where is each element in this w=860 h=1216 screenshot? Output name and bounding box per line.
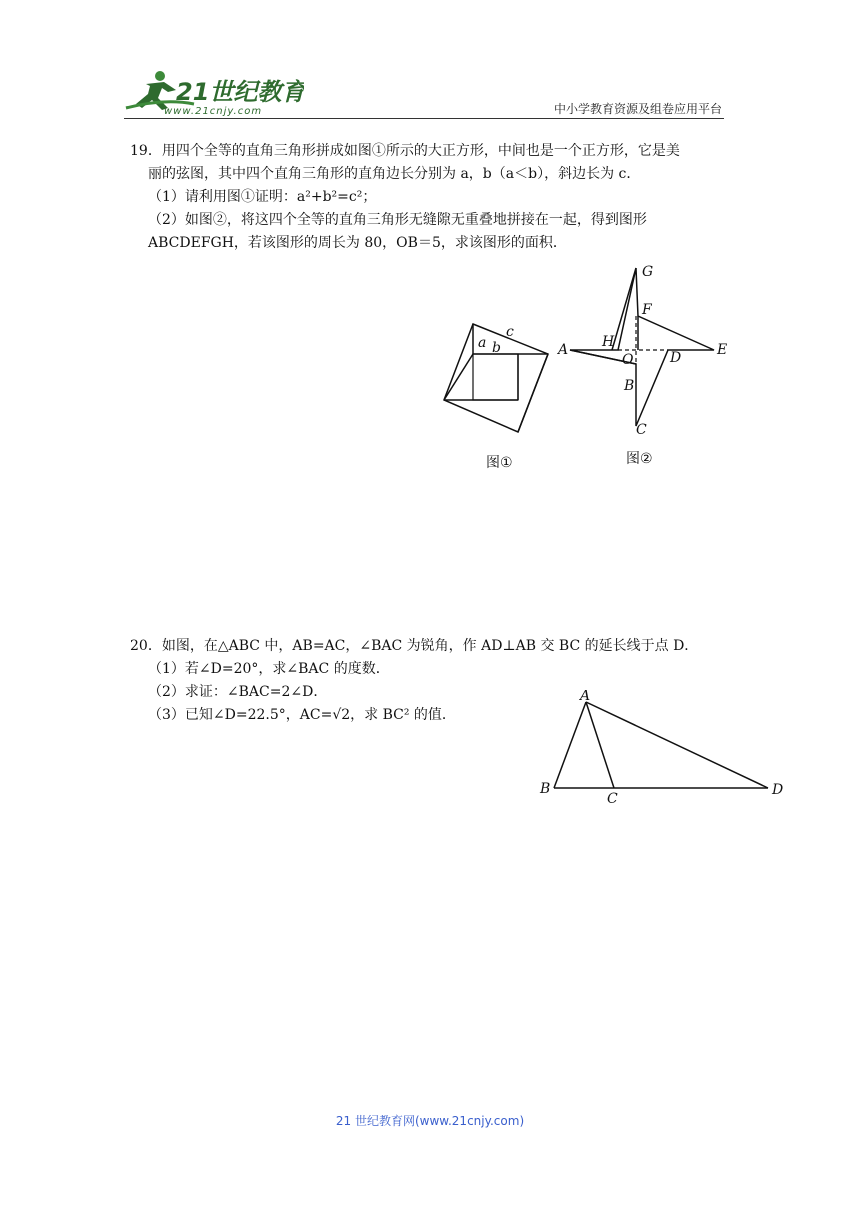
q20-fig-label-d: D: [772, 782, 784, 798]
fig1-label-a: a: [478, 335, 487, 351]
figure-1-diagram: [440, 320, 552, 436]
q19-part1: （1）请利用图①证明：a²+b²=c²；: [148, 189, 377, 205]
q19-part2-line1: （2）如图②，将这四个全等的直角三角形无缝隙无重叠地拼接在一起，得到图形: [148, 212, 647, 228]
q20-number: 20．: [130, 638, 162, 654]
fig2-label-b: B: [624, 378, 635, 394]
question-19: [130, 140, 730, 250]
logo-subtext: www.21cnjy.com: [164, 106, 263, 117]
q19-line1: 用四个全等的直角三角形拼成如图①所示的大正方形，中间也是一个正方形，它是美: [161, 143, 680, 159]
logo: [124, 68, 304, 120]
q19-line2: 丽的弦图，其中四个直角三角形的直角边长分别为 a，b（a＜b），斜边长为 c．: [148, 166, 641, 182]
q20-fig-label-c: C: [607, 791, 618, 807]
fig2-label-d: D: [670, 350, 682, 366]
fig2-label-h: H: [602, 334, 615, 350]
fig2-label-g: G: [642, 264, 654, 280]
logo-text: 21世纪教育: [176, 78, 304, 106]
header-platform-text: 中小学教育资源及组卷应用平台: [553, 102, 722, 116]
footer-text: 21 世纪教育网(www.21cnjy.com): [335, 1114, 525, 1128]
q20-line1: 如图，在△ABC 中，AB=AC，∠BAC 为锐角，作 AD⊥AB 交 BC 的延长线于点 D．: [161, 638, 699, 654]
q20-part2: （2）求证：∠BAC=2∠D．: [148, 684, 328, 700]
fig2-label-f: F: [642, 302, 652, 318]
fig2-label-c: C: [636, 422, 647, 438]
figure-q20-diagram: [536, 690, 792, 808]
figure-q20: [536, 690, 792, 808]
fig1-label-c: c: [506, 324, 514, 340]
q20-part3: （3）已知∠D=22.5°，AC=√2，求 BC² 的值．: [148, 707, 456, 723]
fig2-label-o: O: [622, 352, 634, 368]
fig1-label-b: b: [492, 340, 501, 356]
fig2-label-e: E: [717, 342, 728, 358]
figure-2: [554, 262, 734, 438]
q20-fig-label-b: B: [540, 781, 551, 797]
q20-fig-label-a: A: [580, 690, 591, 704]
figure-1-caption: 图①: [486, 455, 513, 471]
q20-part1: （1）若∠D=20°，求∠BAC 的度数．: [148, 661, 390, 677]
figure-2-diagram: [554, 262, 734, 438]
q19-part2-line2: ABCDEFGH，若该图形的周长为 80，OB＝5，求该图形的面积．: [148, 235, 567, 251]
logo-graphic: [124, 68, 304, 120]
figure-2-caption: 图②: [626, 451, 653, 467]
figure-1: [440, 320, 552, 436]
fig2-label-a: A: [558, 342, 569, 358]
header-divider: [124, 118, 724, 119]
q19-number: 19．: [130, 143, 162, 159]
